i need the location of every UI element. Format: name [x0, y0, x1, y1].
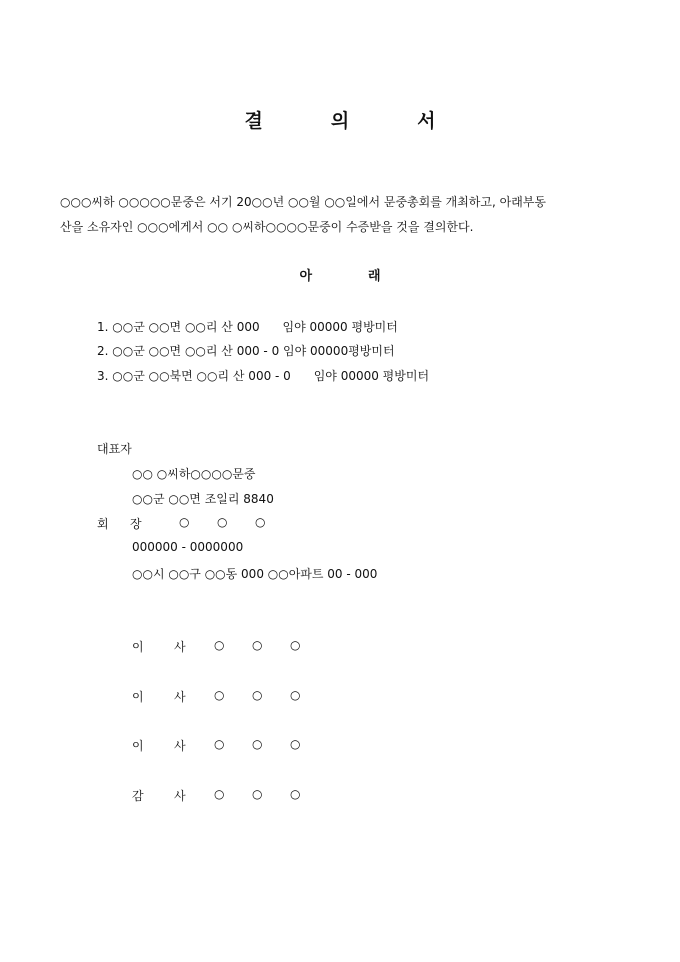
chair-title-char: 장: [130, 517, 142, 531]
property-item-3: 3. ○○군 ○○북면 ○○리 산 000 - 0 임야 00000 평방미터: [97, 369, 430, 383]
heading-char: 아: [299, 269, 312, 284]
officer-name-char: ○: [290, 737, 301, 751]
chair-name-char: ○: [255, 515, 266, 529]
title-char: 결: [244, 110, 263, 132]
officer-title-char: 사: [174, 640, 186, 654]
officer-name-char: ○: [290, 688, 301, 702]
officer-name-char: ○: [290, 638, 301, 652]
officer-title-char: 이: [132, 690, 144, 704]
chair-row: [97, 515, 397, 531]
officer-title-char: 사: [174, 690, 186, 704]
officer-name-char: ○: [252, 787, 263, 801]
representative-home-address: ○○시 ○○구 ○○동 000 ○○아파트 00 - 000: [132, 567, 378, 581]
property-item-2: 2. ○○군 ○○면 ○○리 산 000 - 0 임야 00000평방미터: [97, 344, 395, 358]
officer-row: [132, 737, 352, 753]
representative-id-number: 000000 - 0000000: [132, 540, 244, 554]
officer-row: [132, 787, 352, 803]
chair-title-char: 회: [97, 517, 109, 531]
officer-name-char: ○: [252, 638, 263, 652]
officer-name-char: ○: [290, 787, 301, 801]
representative-org-address: ○○군 ○○면 조일리 8840: [132, 492, 274, 506]
chair-name-char: ○: [217, 515, 228, 529]
chair-name-char: ○: [179, 515, 190, 529]
officer-name-char: ○: [214, 638, 225, 652]
title-char: 의: [330, 110, 350, 132]
officer-row: [132, 688, 352, 704]
officer-name-char: ○: [252, 737, 263, 751]
property-item-1: 1. ○○군 ○○면 ○○리 산 000 임야 00000 평방미터: [97, 320, 398, 334]
representative-org: ○○ ○씨하○○○○문중: [132, 467, 256, 481]
officer-name-char: ○: [214, 737, 225, 751]
officer-title-char: 감: [132, 789, 144, 803]
officer-name-char: ○: [214, 688, 225, 702]
title-char: 서: [417, 110, 436, 132]
officer-row: [132, 638, 352, 654]
intro-line-1: ○○○씨하 ○○○○○문중은 서기 20○○년 ○○월 ○○일에서 문중총회를 개최하고, 아래부동: [60, 195, 546, 209]
section-heading: [0, 265, 680, 284]
intro-line-2: 산을 소유자인 ○○○에게서 ○○ ○씨하○○○○문중이 수증받을 것을 결의한다.: [60, 220, 474, 234]
representative-label: 대표자: [97, 442, 132, 456]
officer-title-char: 이: [132, 640, 144, 654]
document-title: [0, 106, 680, 133]
officer-name-char: ○: [214, 787, 225, 801]
officer-title-char: 이: [132, 739, 144, 753]
officer-title-char: 사: [174, 739, 186, 753]
heading-char: 래: [368, 269, 381, 284]
officer-name-char: ○: [252, 688, 263, 702]
officer-title-char: 사: [174, 789, 186, 803]
